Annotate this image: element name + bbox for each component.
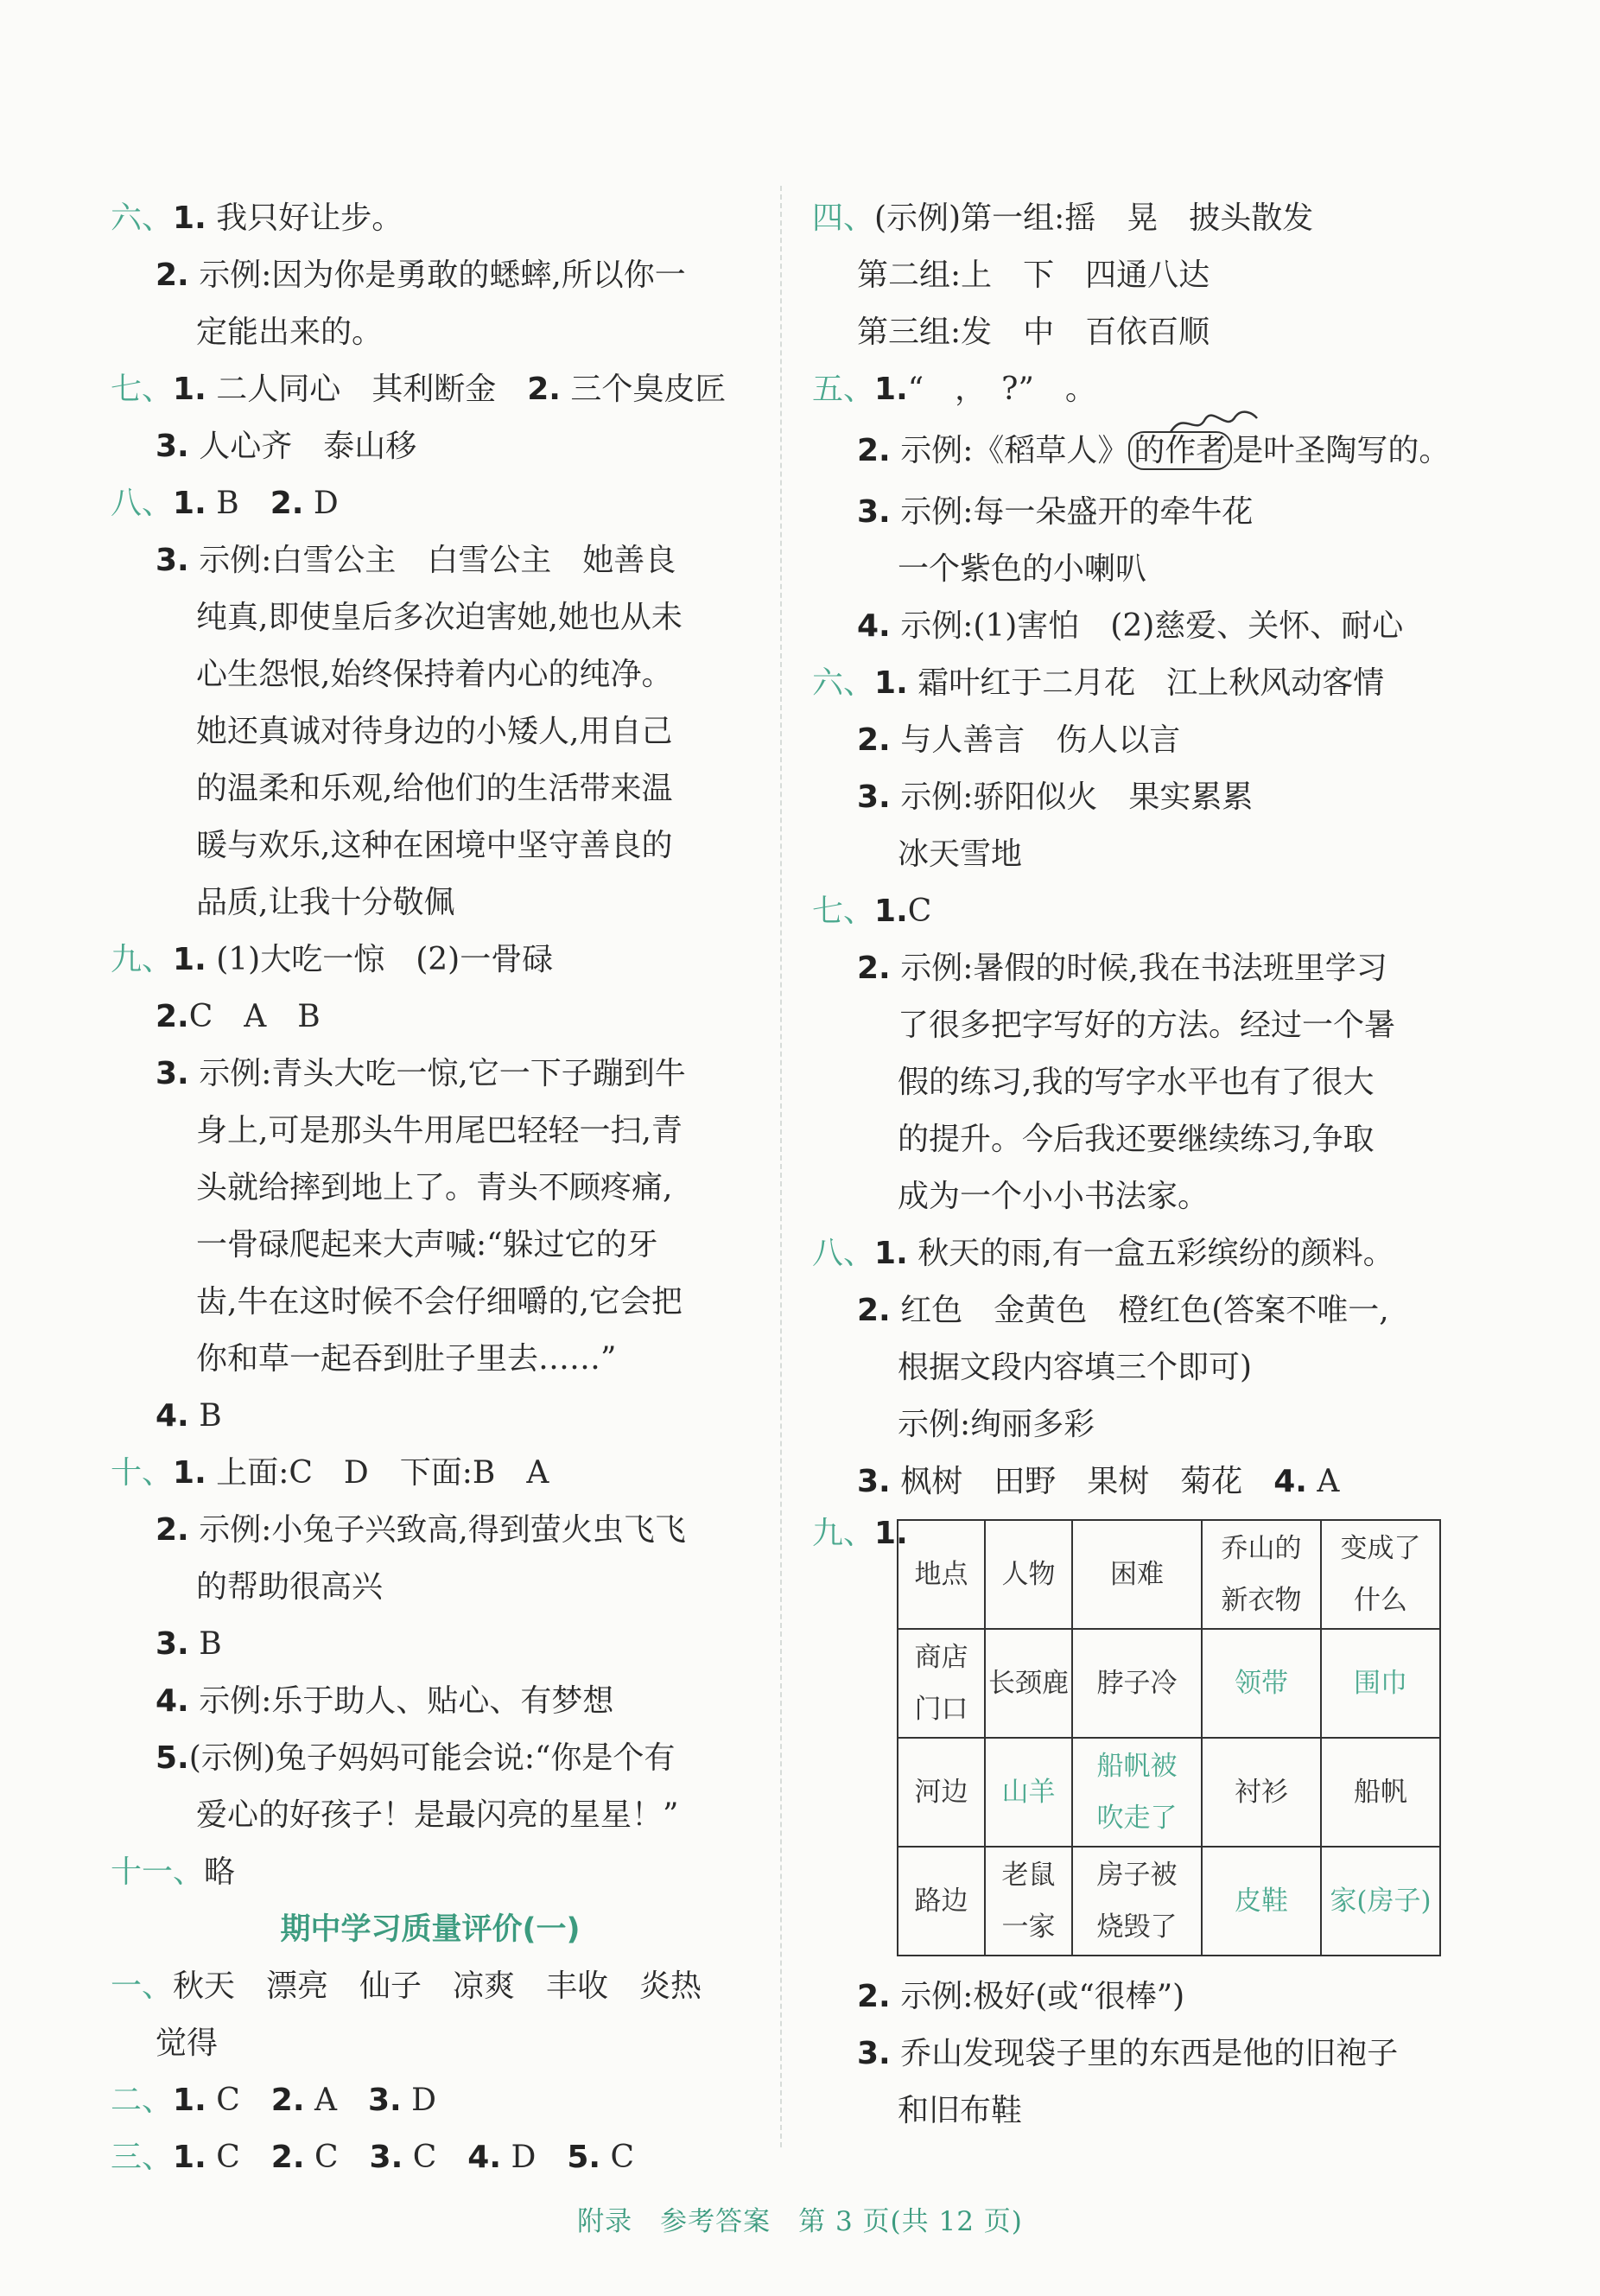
answer-text: C A B xyxy=(188,999,321,1034)
answer-line xyxy=(111,190,750,247)
question-number: 2. xyxy=(857,722,891,758)
section-label: 二、 xyxy=(111,2083,174,2118)
page-footer: 附录 参考答案 第 3 页(共 12 页) xyxy=(577,2206,1023,2237)
table-cell xyxy=(1072,1738,1202,1847)
answer-line: 一个紫色的小喇叭 xyxy=(898,551,1147,587)
answer-line xyxy=(111,989,750,1046)
answer-text xyxy=(898,1520,1440,1956)
question-number: 2. xyxy=(156,999,189,1034)
answer-line xyxy=(812,712,1486,769)
answer-text: 乔山的 xyxy=(1221,1533,1302,1564)
answer-line xyxy=(812,2026,1486,2083)
question-number: 1. xyxy=(173,200,206,236)
question-number: 2. xyxy=(857,951,891,986)
question-number: 2. xyxy=(156,1512,189,1548)
scribble-mark xyxy=(1166,406,1261,441)
answer-line: 了很多把字写好的方法。经过一个暑 xyxy=(898,1008,1396,1043)
question-number: 4. xyxy=(156,1683,189,1719)
answer-line xyxy=(111,932,750,989)
answer-line: 纯真,即使皇后多次迫害她,她也从未 xyxy=(196,600,683,635)
section-label: 六、 xyxy=(812,665,875,701)
table-cell: 衬衫 xyxy=(1202,1738,1321,1847)
answer-line: 暖与欢乐,这种在困境中坚守善良的 xyxy=(196,828,673,863)
question-number: 3. xyxy=(156,1626,189,1662)
answer-text: 略 xyxy=(204,1854,236,1890)
question-number: 1. xyxy=(874,1236,908,1271)
answer-text: 烧毁了 xyxy=(1096,1911,1178,1943)
section-label: 八、 xyxy=(111,486,174,521)
answer-line xyxy=(111,418,750,475)
table-cell: 河边 xyxy=(898,1738,985,1847)
answer-line: 齿,牛在这时候不会仔细嚼的,它会把 xyxy=(196,1284,683,1320)
answer-line: 的提升。今后我还要继续练习,争取 xyxy=(898,1122,1375,1157)
answer-text: 示例:因为你是勇敢的蟋蟀,所以你一 xyxy=(199,258,686,293)
section-label: 五、 xyxy=(812,372,875,407)
answer-text xyxy=(1171,412,1257,432)
question-number: 1. xyxy=(173,1455,206,1491)
table-cell xyxy=(985,1847,1072,1956)
answer-line xyxy=(111,361,750,418)
section-label: 七、 xyxy=(812,894,875,929)
answer-text: 吹走了 xyxy=(1096,1803,1178,1834)
table-cell xyxy=(1321,1520,1440,1629)
question-number: 1. xyxy=(173,2140,206,2175)
answer-line xyxy=(812,1453,1486,1511)
answer-line: 第三组:发 中 百依百顺 xyxy=(857,315,1210,350)
table-cell: 长颈鹿 xyxy=(985,1629,1072,1738)
table-cell: 家(房子) xyxy=(1321,1847,1440,1956)
answer-line xyxy=(111,1445,750,1502)
circled-phrase: 的作者 xyxy=(1128,431,1232,470)
answer-line xyxy=(111,1388,750,1445)
answer-line xyxy=(812,1225,1486,1282)
question-number: 3. xyxy=(156,543,189,578)
question-number: 5. xyxy=(567,2140,601,2175)
table-cell: 围巾 xyxy=(1321,1629,1440,1738)
answer-line: 她还真诚对待身边的小矮人,用自己 xyxy=(196,714,673,749)
midterm-title: 期中学习质量评价(一) xyxy=(280,1912,581,1947)
answer-line: 品质,让我十分敬佩 xyxy=(196,885,455,920)
answer-text: 与人善言 伤人以言 xyxy=(900,722,1181,758)
answer-text: 示例:《稻草人》 xyxy=(900,433,1129,468)
answer-text: C xyxy=(412,2140,437,2175)
answer-line xyxy=(111,304,750,361)
answer-line xyxy=(812,769,1486,826)
question-number: 4. xyxy=(1273,1464,1307,1499)
answer-text: A xyxy=(1317,1464,1340,1499)
answer-text: “ ， ?” 。 xyxy=(907,372,1096,407)
answer-line xyxy=(111,1958,750,2015)
answer-text: 上面:C D 下面:B A xyxy=(216,1455,549,1491)
answer-text: 示例:小兔子兴致高,得到萤火虫飞飞 xyxy=(199,1512,686,1548)
table-row xyxy=(898,1847,1440,1956)
question-number: 1. xyxy=(173,486,206,521)
answer-text: C xyxy=(216,2083,240,2118)
answer-text: B xyxy=(199,1626,222,1662)
answer-text: 秋天 漂亮 仙子 凉爽 丰收 炎热 xyxy=(173,1968,702,2004)
answer-line xyxy=(111,1502,750,1559)
question-number: 2. xyxy=(270,2083,305,2118)
answer-line: 第二组:上 下 四通八达 xyxy=(857,258,1210,293)
section-label: 十一、 xyxy=(111,1854,205,1890)
table-row xyxy=(898,1520,1440,1629)
answer-line xyxy=(111,532,750,589)
question-number: 1. xyxy=(874,665,908,701)
answer-text: D xyxy=(411,2083,437,2118)
section-label: 十、 xyxy=(111,1455,174,1491)
answer-text: D xyxy=(511,2140,537,2175)
answer-text: 示例:乐于助人、贴心、有梦想 xyxy=(199,1683,614,1719)
answer-text: 新衣物 xyxy=(1221,1585,1302,1616)
table-cell xyxy=(1202,1520,1321,1629)
answer-line: 假的练习,我的写字水平也有了很大 xyxy=(898,1065,1375,1100)
answer-line xyxy=(812,883,1486,940)
answer-text: (示例)兔子妈妈可能会说:“你是个有 xyxy=(188,1740,676,1776)
section-label: 八、 xyxy=(812,1236,875,1271)
answer-text: 什么 xyxy=(1354,1585,1407,1616)
answer-line xyxy=(812,1968,1486,2026)
answer-text: 示例:每一朵盛开的牵牛花 xyxy=(900,494,1254,530)
answer-line xyxy=(812,655,1486,712)
answer-text: 示例:青头大吃一惊,它一下子蹦到牛 xyxy=(199,1056,686,1091)
section-label: 三、 xyxy=(111,2140,174,2175)
question-number: 2. xyxy=(527,372,561,407)
question-number: 1. xyxy=(173,2083,206,2118)
section-label: 九、 xyxy=(812,1516,875,1551)
table-cell xyxy=(898,1629,985,1738)
answer-text: 是叶圣陶写的。 xyxy=(1232,433,1451,468)
answer-line xyxy=(111,1616,750,1673)
question-number: 3. xyxy=(857,779,891,815)
question-number: 1. xyxy=(874,894,908,929)
answer-line xyxy=(812,361,1486,418)
answer-line xyxy=(812,418,1486,484)
question-number: 2. xyxy=(270,486,304,521)
answer-line xyxy=(111,1730,750,1787)
question-number: 5. xyxy=(156,1740,189,1776)
section-label: 一、 xyxy=(111,1968,174,2004)
table-cell xyxy=(1072,1847,1202,1956)
answer-text: 示例:极好(或“很棒”) xyxy=(900,1979,1185,2014)
right-column xyxy=(812,190,1486,2140)
answer-line xyxy=(111,475,750,532)
answer-line: 心生怨恨,始终保持着内心的纯净。 xyxy=(196,657,673,692)
section-label: 九、 xyxy=(111,942,174,977)
left-column xyxy=(111,190,750,2186)
answer-text: 示例:白雪公主 白雪公主 她善良 xyxy=(199,543,676,578)
answer-text: C xyxy=(907,894,932,929)
answer-line xyxy=(111,1673,750,1730)
answer-line xyxy=(111,1046,750,1103)
table-cell: 皮鞋 xyxy=(1202,1847,1321,1956)
answer-line xyxy=(812,190,1486,247)
table-cell: 山羊 xyxy=(985,1738,1072,1847)
table-cell: 路边 xyxy=(898,1847,985,1956)
table-cell: 脖子冷 xyxy=(1072,1629,1202,1738)
question-number: 3. xyxy=(857,494,891,530)
answer-text: 二人同心 其利断金 xyxy=(216,372,497,407)
table-cell: 船帆 xyxy=(1321,1738,1440,1847)
question-number: 2. xyxy=(156,258,189,293)
table-cell: 地点 xyxy=(898,1520,985,1629)
question-number: 1. xyxy=(874,372,908,407)
answer-line xyxy=(812,1505,908,1562)
question-number: 2. xyxy=(270,2140,305,2175)
answer-line: 爱心的好孩子！是最闪亮的星星！” xyxy=(196,1797,679,1833)
answer-line xyxy=(812,484,1486,541)
table-row xyxy=(898,1738,1440,1847)
answer-text: 人心齐 泰山移 xyxy=(199,429,417,464)
question-number: 1. xyxy=(874,1516,908,1551)
answer-text: 示例:暑假的时候,我在书法班里学习 xyxy=(900,951,1387,986)
answer-line xyxy=(812,598,1486,655)
answer-line: 你和草一起吞到肚子里去……” xyxy=(196,1341,617,1377)
answer-text: 我只好让步。 xyxy=(216,200,403,236)
question-number: 4. xyxy=(857,608,891,644)
question-number: 1. xyxy=(173,372,206,407)
answer-text: 三个臭皮匠 xyxy=(570,372,727,407)
answer-text: 乔山发现袋子里的东西是他的旧袍子 xyxy=(900,2036,1399,2071)
question-number: 3. xyxy=(857,2036,891,2071)
section-label: 四、 xyxy=(812,200,875,236)
table-section xyxy=(812,1511,1486,1968)
answer-line: 的帮助很高兴 xyxy=(196,1569,384,1605)
section-label: 六、 xyxy=(111,200,174,236)
answer-line: 根据文段内容填三个即可) xyxy=(898,1350,1253,1385)
answer-text: 红色 金黄色 橙红色(答案不唯一, xyxy=(900,1293,1389,1328)
answer-line xyxy=(111,1844,750,1901)
answer-text: 船帆被 xyxy=(1096,1751,1178,1782)
answer-line: 一骨碌爬起来大声喊:“躲过它的牙 xyxy=(196,1227,658,1262)
table-row xyxy=(898,1629,1440,1738)
answer-text: 霜叶红于二月花 江上秋风动客情 xyxy=(917,665,1385,701)
answer-line xyxy=(111,2072,750,2129)
question-number: 3. xyxy=(156,1056,189,1091)
answer-text: B xyxy=(216,486,239,521)
question-number: 4. xyxy=(156,1398,189,1434)
answer-line: 冰天雪地 xyxy=(898,836,1023,872)
answer-text: C xyxy=(216,2140,240,2175)
table-cell: 人物 xyxy=(985,1520,1072,1629)
answer-line: 身上,可是那头牛用尾巴轻轻一扫,青 xyxy=(196,1113,683,1148)
answer-table xyxy=(897,1519,1441,1956)
question-number: 2. xyxy=(857,1979,891,2014)
answer-text: 定能出来的。 xyxy=(196,315,384,350)
answer-text: 商店 xyxy=(914,1642,968,1673)
answer-text: (1)大吃一惊 (2)一骨碌 xyxy=(216,942,554,977)
answer-text: 一家 xyxy=(1001,1911,1056,1943)
question-number: 3. xyxy=(367,2083,402,2118)
answer-text: (示例)第一组:摇 晃 披头散发 xyxy=(874,200,1314,236)
answer-text: D xyxy=(313,486,339,521)
answer-line: 的温柔和乐观,给他们的生活带来温 xyxy=(196,771,673,806)
answer-text: 房子被 xyxy=(1096,1860,1178,1891)
question-number: 3. xyxy=(857,1464,891,1499)
column-divider xyxy=(780,186,782,2147)
question-number: 1. xyxy=(173,942,206,977)
question-number: 2. xyxy=(857,1293,891,1328)
table-cell: 领带 xyxy=(1202,1629,1321,1738)
table-cell: 困难 xyxy=(1072,1520,1202,1629)
answer-text: B xyxy=(199,1398,222,1434)
answer-line: 觉得 xyxy=(156,2026,219,2061)
answer-text: 变成了 xyxy=(1340,1533,1421,1564)
answer-line: 和旧布鞋 xyxy=(898,2093,1023,2128)
answer-line xyxy=(111,2129,750,2186)
answer-text: 老鼠 xyxy=(1001,1860,1056,1891)
answer-text: 门口 xyxy=(914,1694,968,1725)
answer-text: A xyxy=(314,2083,337,2118)
answer-text: C xyxy=(610,2140,635,2175)
answer-text: C xyxy=(314,2140,339,2175)
question-number: 3. xyxy=(369,2140,403,2175)
answer-line: 示例:绚丽多彩 xyxy=(898,1407,1095,1442)
answer-text: 示例:(1)害怕 (2)慈爱、关怀、耐心 xyxy=(900,608,1404,644)
answer-text: 示例:骄阳似火 果实累累 xyxy=(900,779,1254,815)
section-label: 七、 xyxy=(111,372,174,407)
answer-line xyxy=(111,247,750,304)
question-number: 2. xyxy=(857,433,891,468)
answer-line xyxy=(812,940,1486,997)
answer-line xyxy=(812,1282,1486,1339)
answer-line: 头就给摔到地上了。青头不顾疼痛, xyxy=(196,1170,673,1205)
question-number: 4. xyxy=(467,2140,501,2175)
answer-text: 秋天的雨,有一盒五彩缤纷的颜料。 xyxy=(917,1236,1394,1271)
question-number: 3. xyxy=(156,429,189,464)
answer-line: 成为一个小小书法家。 xyxy=(898,1179,1210,1214)
answer-text: 枫树 田野 果树 菊花 xyxy=(900,1464,1243,1499)
